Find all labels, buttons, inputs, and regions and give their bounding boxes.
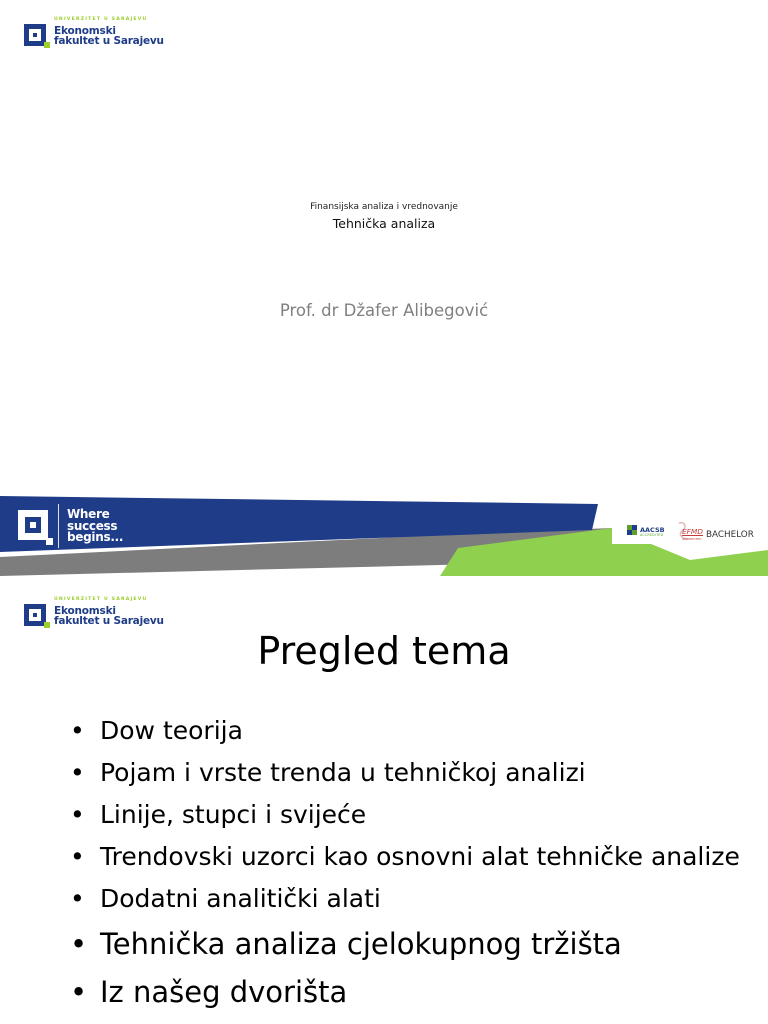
slogan-line3: begins... bbox=[67, 530, 124, 544]
logo-faculty-line1: Ekonomski bbox=[54, 24, 116, 37]
slide-heading: Pregled tema bbox=[257, 629, 511, 673]
list-item-text: Tehnička analiza cjelokupnog tržišta bbox=[100, 927, 622, 961]
list-item-text: Pojam i vrste trenda u tehničkoj analizi bbox=[100, 758, 586, 787]
faculty-logo bbox=[24, 18, 164, 50]
faculty-logo bbox=[24, 598, 164, 630]
aacsb-label: AACSB bbox=[640, 526, 665, 534]
footer-slogan bbox=[67, 509, 123, 544]
footer-separator bbox=[58, 504, 59, 548]
bullet-icon: • bbox=[70, 716, 85, 745]
overview-slide bbox=[0, 585, 768, 1024]
logo-faculty-line2: fakultet u Sarajevu bbox=[54, 35, 164, 48]
aacsb-sublabel: ACCREDITED bbox=[640, 533, 664, 537]
logo-university-text: UNIVERZITET U SARAJEVU bbox=[54, 597, 148, 602]
aacsb-logo-icon bbox=[627, 525, 637, 535]
footer-logo-icon bbox=[18, 510, 53, 545]
bullet-icon: • bbox=[70, 842, 85, 871]
list-item-text: Iz našeg dvorišta bbox=[100, 975, 348, 1009]
bullet-icon: • bbox=[70, 800, 85, 829]
list-item-text: Trendovski uzorci kao osnovni alat tehničke analize bbox=[100, 842, 740, 871]
faculty-logo-icon bbox=[24, 604, 50, 630]
bullet-icon: • bbox=[70, 927, 88, 961]
slide-title: Tehnička analiza bbox=[332, 216, 436, 231]
slide-divider bbox=[0, 576, 768, 585]
course-name: Finansijska analiza i vrednovanje bbox=[310, 202, 458, 212]
efmd-sublabel: ACCREDITED bbox=[682, 537, 702, 541]
bullet-icon: • bbox=[70, 975, 88, 1009]
list-item-text: Linije, stupci i svijeće bbox=[100, 800, 367, 829]
list-item-text: Dodatni analitički alati bbox=[100, 884, 381, 913]
efmd-label: EFMD bbox=[682, 527, 703, 536]
logo-faculty-line1: Ekonomski bbox=[54, 604, 116, 617]
faculty-logo-icon bbox=[24, 24, 50, 50]
logo-university-text: UNIVERZITET U SARAJEVU bbox=[54, 17, 148, 22]
logo-faculty-line2: fakultet u Sarajevu bbox=[54, 615, 164, 628]
bullet-icon: • bbox=[70, 758, 85, 787]
list-item-text: Dow teorija bbox=[100, 716, 243, 745]
slogan-line2: success bbox=[67, 518, 118, 533]
bachelor-label: BACHELOR bbox=[706, 530, 754, 540]
slogan-line1: Where bbox=[67, 507, 110, 521]
bullet-icon: • bbox=[70, 884, 85, 913]
author-name: Prof. dr Džafer Alibegović bbox=[279, 301, 489, 320]
